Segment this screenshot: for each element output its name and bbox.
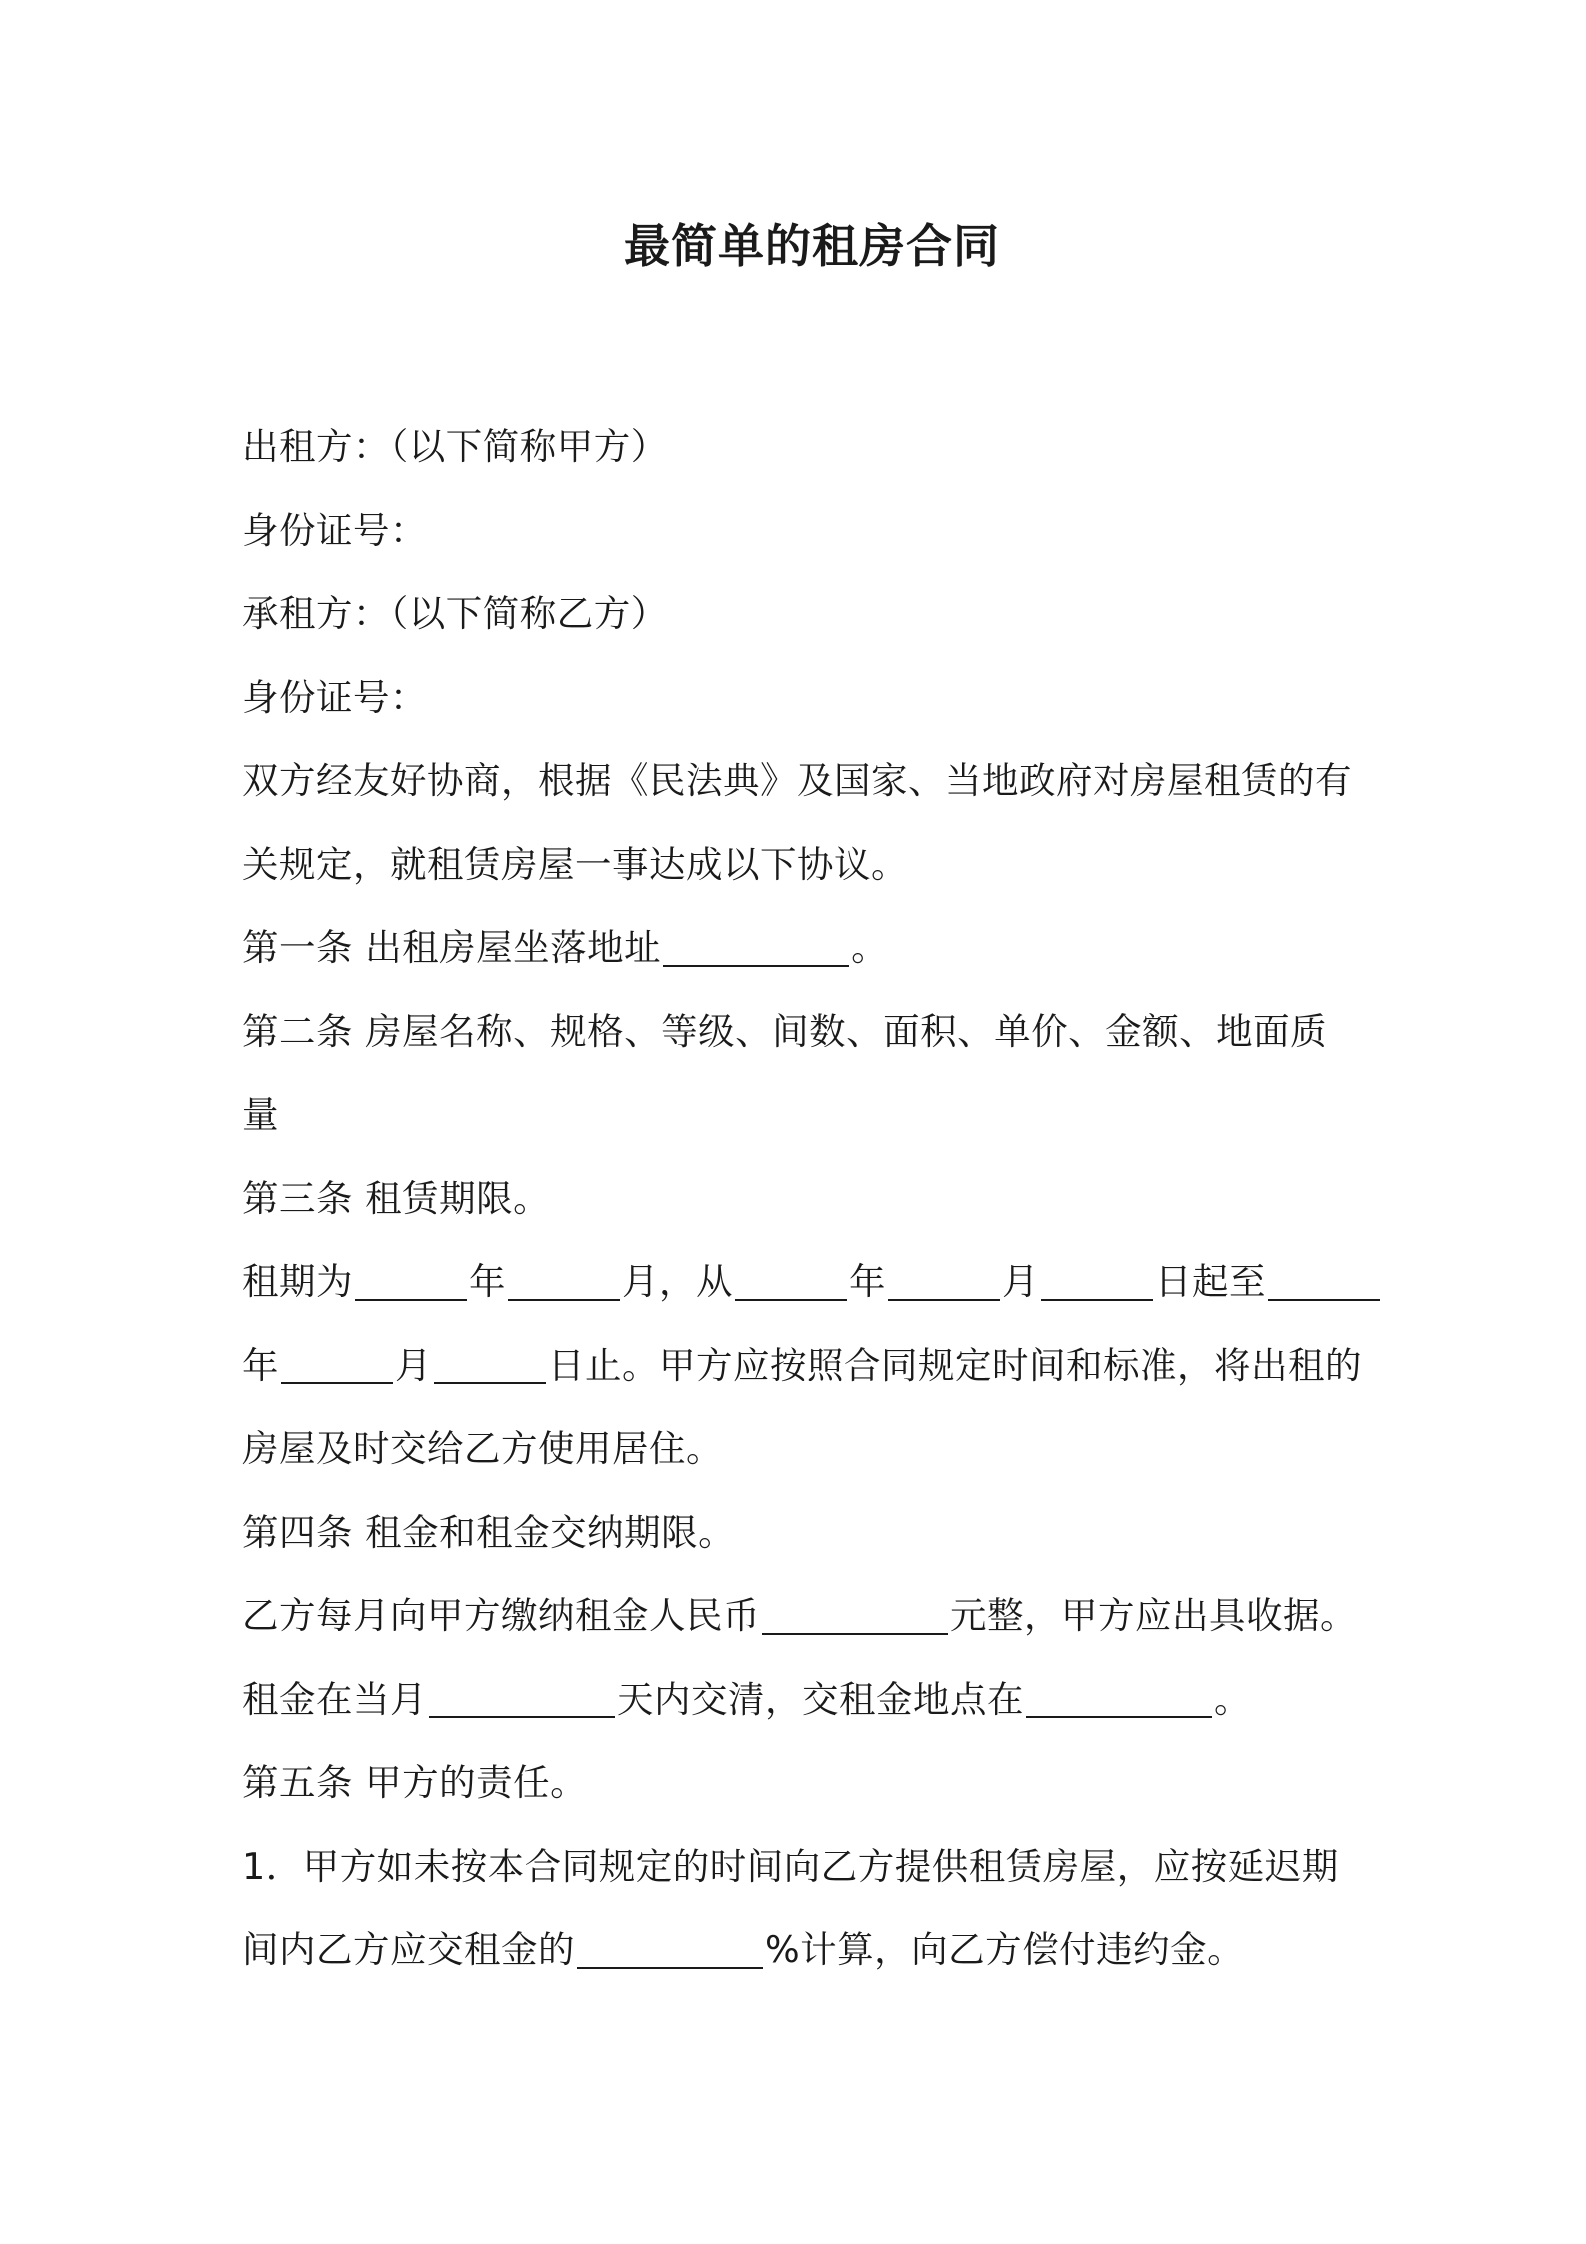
- rent-text-b: 元整，甲方应出具收据。: [950, 1594, 1357, 1637]
- duty-1-line-2: [242, 1908, 1362, 1992]
- pay-place-blank: [1026, 1680, 1212, 1719]
- start-year-blank: [735, 1262, 847, 1301]
- duty-text-b: 间内乙方应交租金的: [242, 1928, 575, 1971]
- address-blank: [663, 928, 849, 967]
- term-text-f: 日起至: [1155, 1260, 1266, 1303]
- end-year-blank: [1268, 1262, 1380, 1301]
- term-text-a: 租期为: [242, 1260, 353, 1303]
- term-text-b: 年: [469, 1260, 506, 1303]
- page-title: 最简单的租房合同: [624, 219, 1000, 273]
- preamble-line-1: 双方经友好协商，根据《民法典》及国家、当地政府对房屋租赁的有: [242, 759, 1352, 802]
- lessee-line: 承租方：（以下简称乙方）: [242, 592, 668, 635]
- term-years-blank: [355, 1262, 467, 1301]
- duty-1-line-1: 1．甲方如未按本合同规定的时间向乙方提供租赁房屋，应按延迟期: [242, 1844, 1339, 1888]
- lessee-id-line: 身份证号：: [242, 675, 427, 719]
- term-text-d: 年: [849, 1260, 886, 1303]
- article-1-line: [242, 906, 1362, 990]
- term-line-3: 房屋及时交给乙方使用居住。: [242, 1427, 723, 1470]
- end-day-blank: [434, 1346, 546, 1385]
- lessor-line: 出租方：（以下简称甲方）: [242, 425, 668, 468]
- pay-text-b: 天内交清，交租金地点在: [617, 1677, 1024, 1721]
- term-line-2: [242, 1324, 1362, 1408]
- article-2-line-1: 第二条 房屋名称、规格、等级、间数、面积、单价、金额、地面质: [242, 1009, 1328, 1053]
- term-line-1: [242, 1240, 1362, 1324]
- article-3-title: 第三条 租赁期限。: [242, 1176, 551, 1220]
- lessor-id-line: 身份证号：: [242, 508, 427, 552]
- preamble-line-2: 关规定，就租赁房屋一事达成以下协议。: [242, 842, 908, 886]
- start-month-blank: [888, 1262, 1000, 1301]
- article-1-text: 第一条 出租房屋坐落地址: [242, 926, 662, 969]
- pay-text-c: 。: [1214, 1677, 1251, 1721]
- end-month-blank: [281, 1346, 393, 1385]
- term2-text-c: 日止。甲方应按照合同规定时间和标准，将出租的: [548, 1343, 1362, 1387]
- article-4-title: 第四条 租金和租金交纳期限。: [242, 1510, 736, 1554]
- rent-amount-blank: [762, 1596, 948, 1635]
- duty-text-c: %计算，向乙方偿付违约金。: [765, 1928, 1245, 1971]
- term2-text-a: 年: [242, 1343, 279, 1387]
- pay-days-blank: [429, 1680, 615, 1719]
- pay-text-a: 租金在当月: [242, 1677, 427, 1721]
- term-text-e: 月: [1002, 1260, 1039, 1303]
- term-months-blank: [508, 1262, 620, 1301]
- payment-line: [242, 1658, 1362, 1742]
- start-day-blank: [1041, 1262, 1153, 1301]
- term2-text-b: 月: [395, 1343, 432, 1387]
- term-text-c: 月，从: [622, 1260, 733, 1303]
- contract-body: [242, 405, 1362, 1992]
- article-1-end: 。: [851, 926, 889, 969]
- article-5-title: 第五条 甲方的责任。: [242, 1761, 588, 1804]
- rent-line: [242, 1574, 1362, 1658]
- article-2-line-2: 量: [242, 1093, 279, 1136]
- penalty-percent-blank: [577, 1930, 763, 1969]
- rent-text-a: 乙方每月向甲方缴纳租金人民币: [242, 1594, 760, 1637]
